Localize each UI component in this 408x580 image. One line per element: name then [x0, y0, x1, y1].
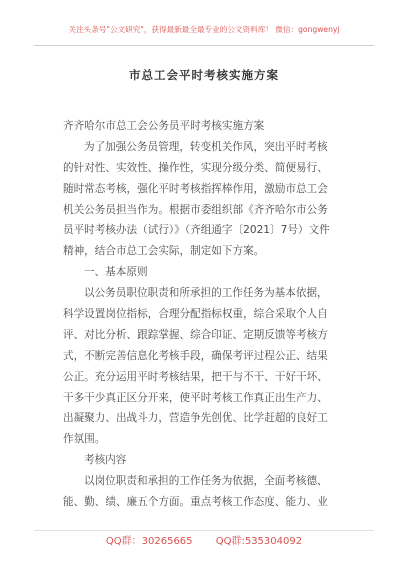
paragraph-line: 的针对性、实效性、操作性，实现分级分类、简便易行、 [63, 161, 328, 174]
paragraph-line: 能、勤、绩、廉五个方面。重点考核工作态度、能力、业 [63, 496, 328, 509]
document-subtitle: 齐齐哈尔市总工会公务员平时考核实施方案 [63, 120, 265, 132]
paragraph-line: 以岗位职责和承担的工作任务为依据，全面考核德、 [84, 475, 328, 488]
paragraph-line: 精神，结合市总工会实际，制定如下方案。 [63, 245, 265, 258]
paragraph-line: 为了加强公务员管理，转变机关作风，突出平时考核 [84, 140, 328, 153]
paragraph-line: 机关公务员担当作为。根据市委组织部《齐齐哈尔市公务 [63, 203, 328, 216]
header-banner: 关注头条号"公文研究"，获得最新最全最专业的公文资料库！ 微信：gongwenyj [68, 25, 340, 34]
header-divider [34, 45, 374, 46]
footer [0, 535, 408, 549]
section-heading: 考核内容 [84, 454, 127, 467]
document-title: 市总工会平时考核实施方案 [129, 68, 279, 82]
paragraph-line: 科学设置岗位指标，合理分配指标权重，综合采取个人自 [63, 308, 328, 321]
paragraph-line: 随时常态考核，强化平时考核指挥棒作用，激励市总工会 [63, 182, 328, 195]
paragraph-line: 评、对比分析、跟踪掌握、综合印证、定期反馈等考核方 [63, 328, 328, 341]
paragraph-line: 公正。充分运用平时考核结果，把干与不干、干好干坏、 [63, 370, 328, 383]
section-heading: 一、基本原则 [84, 266, 148, 279]
paragraph-line: 员平时考核办法（试行）》（齐组通字〔2021〕7号）文件 [63, 224, 330, 237]
paragraph-line: 作氛围。 [63, 433, 106, 446]
paragraph-line: 干多干少真正区分开来，使平时考核工作真正出生产力、 [63, 391, 328, 404]
footer-qq-group-2: QQ群:535304092 [215, 536, 303, 547]
paragraph-line: 出凝聚力、出战斗力，营造争先创优、比学赶超的良好工 [63, 412, 328, 425]
document-body [63, 116, 363, 513]
paragraph-line: 式，不断完善信息化考核手段，确保考评过程公正、结果 [63, 349, 328, 362]
footer-divider [34, 530, 374, 531]
paragraph-line: 以公务员职位职责和所承担的工作任务为基本依据， [84, 287, 328, 300]
footer-qq-group-1: QQ群：30265665 [105, 536, 193, 547]
